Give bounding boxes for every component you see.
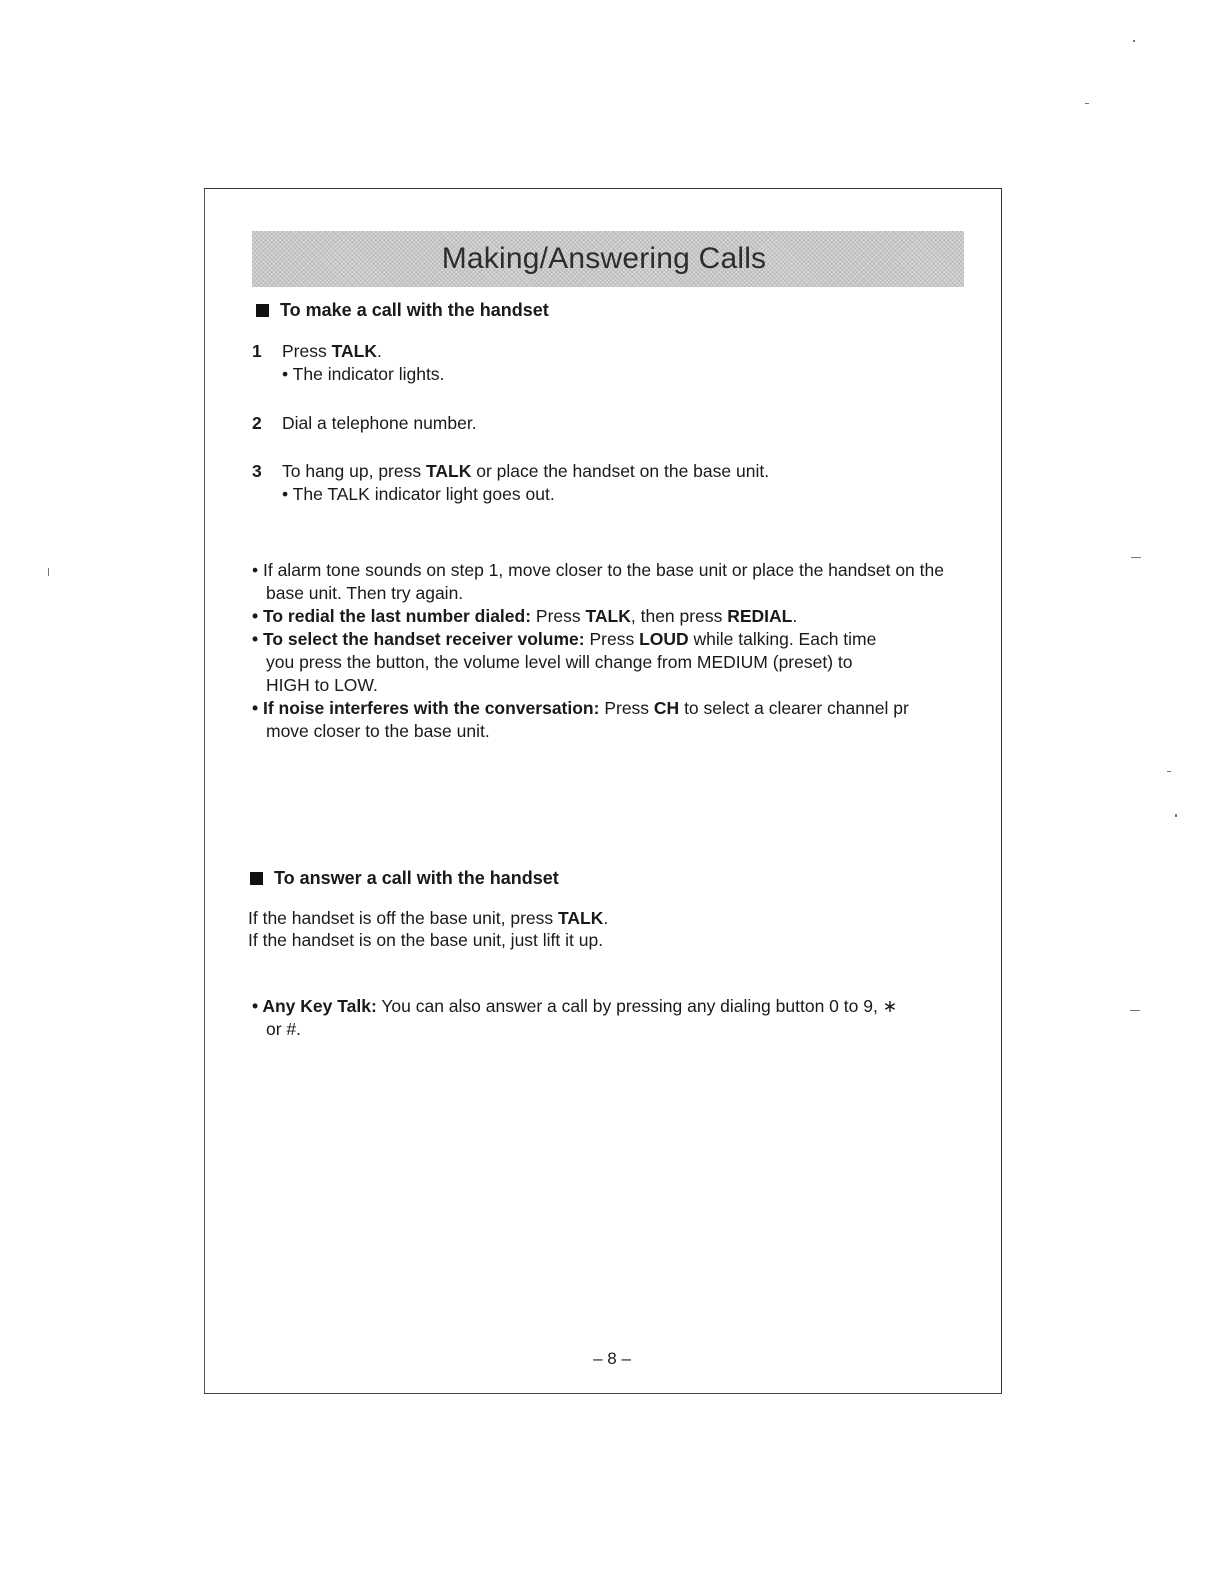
- step-3: [252, 460, 769, 506]
- title-banner: [252, 231, 964, 287]
- answer-instructions: [248, 907, 608, 951]
- answer-line-1: If the handset is off the base unit, press TALK.: [248, 908, 609, 928]
- step-1: [252, 340, 444, 386]
- black-square-icon: [256, 304, 269, 317]
- step-text: Dial a telephone number.: [282, 413, 477, 433]
- note-alarm: • If alarm tone sounds on step 1, move closer to the base unit or place the handset on the base unit. Then try again.: [252, 560, 944, 603]
- scan-speck: [1130, 1010, 1140, 1011]
- step-sub: • The indicator lights.: [282, 364, 445, 384]
- black-square-icon: [250, 872, 263, 885]
- answer-call-heading-text: To answer a call with the handset: [274, 868, 559, 888]
- talk-key: TALK: [331, 341, 377, 361]
- scan-speck: [1131, 557, 1141, 558]
- talk-key: TALK: [425, 461, 472, 481]
- notes-list: [252, 559, 952, 743]
- make-call-heading: [256, 300, 549, 321]
- step-number: 1: [252, 341, 262, 361]
- scan-speck: [48, 568, 49, 576]
- scan-speck: [1133, 40, 1135, 42]
- scan-speck: [1085, 103, 1089, 104]
- any-key-talk: • Any Key Talk: You can also answer a call by pressing any dialing button 0 to 9, ∗ or #.: [252, 996, 898, 1039]
- step-2: [252, 412, 477, 435]
- note-volume: • To select the handset receiver volume: Press LOUD while talking. Each time you press the button, the volume level will change from MEDIUM (preset) to HIGH to LOW.: [252, 629, 877, 695]
- scan-speck: [1167, 771, 1171, 772]
- page-title: Making/Answering Calls: [441, 242, 767, 275]
- page-number: – 8 –: [593, 1349, 631, 1368]
- step-sub: • The TALK indicator light goes out.: [282, 484, 555, 504]
- any-key-talk-note: [252, 995, 912, 1041]
- step-text-end: or place the handset on the base unit.: [471, 461, 770, 481]
- step-text: Press: [282, 341, 332, 361]
- answer-call-heading: [250, 868, 559, 889]
- make-call-heading-text: To make a call with the handset: [280, 300, 549, 320]
- step-number: 2: [252, 413, 262, 433]
- step-text-end: .: [376, 341, 382, 361]
- step-number: 3: [252, 461, 262, 481]
- note-redial: • To redial the last number dialed: Press TALK, then press REDIAL.: [252, 606, 798, 626]
- scan-speck: [1175, 814, 1177, 817]
- note-noise: • If noise interferes with the conversation: Press CH to select a clearer channel pr move closer to the base unit.: [252, 698, 909, 741]
- step-text: To hang up, press: [282, 461, 426, 481]
- answer-line-2: If the handset is on the base unit, just lift it up.: [248, 930, 604, 950]
